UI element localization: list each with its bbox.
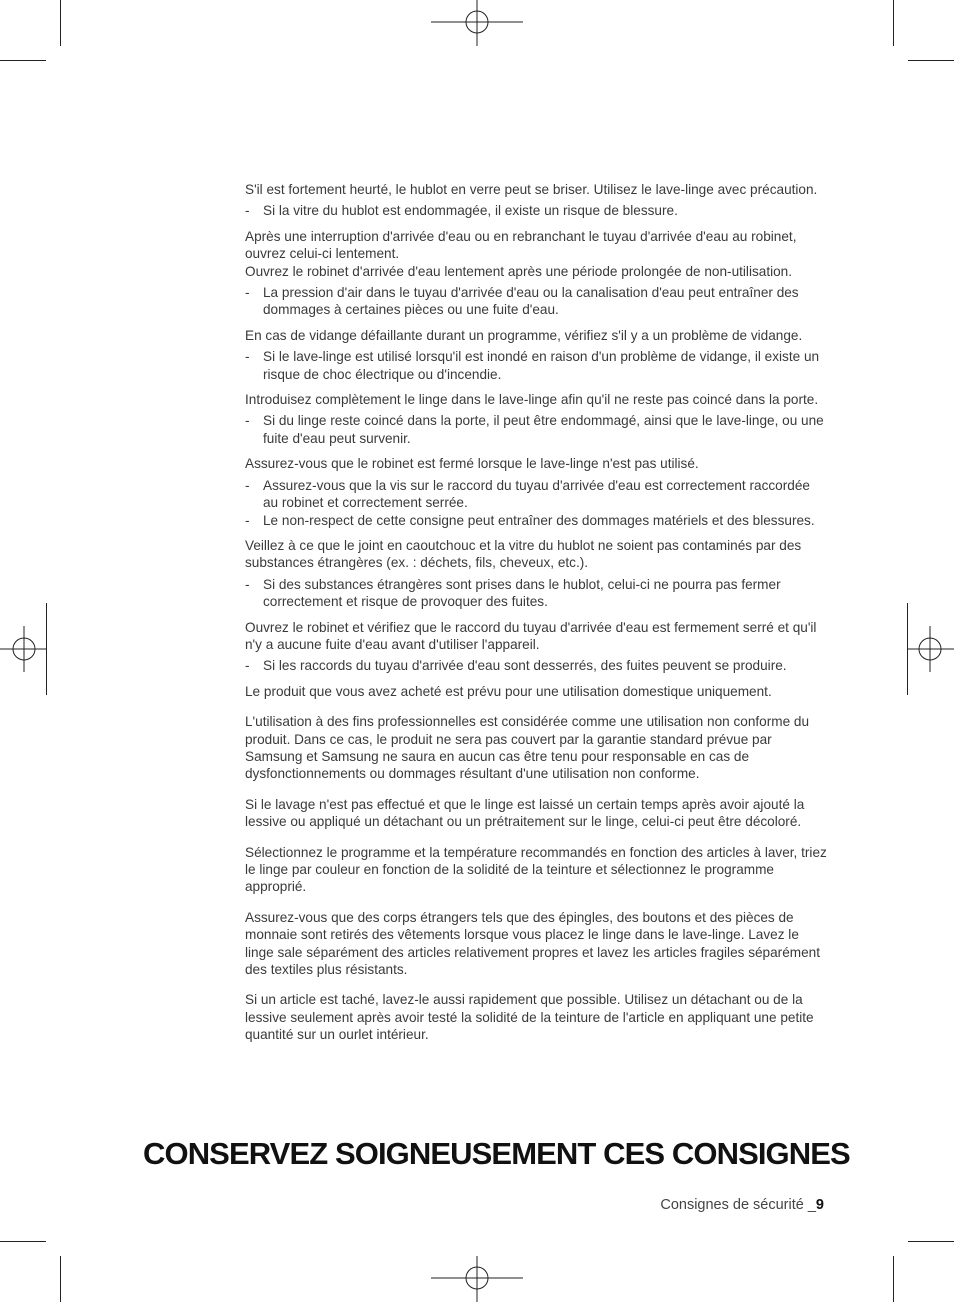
bullet-list: [245, 348, 827, 383]
instruction-text: En cas de vidange défaillante durant un programme, vérifiez s'il y a un problème de vidange.: [245, 327, 803, 343]
paragraph: Sélectionnez le programme et la température recommandés en fonction des articles à laver, triez le linge par couleur en fonction de la solidité de la teinture et sélectionnez le programme approprié.: [245, 844, 827, 895]
list-item: - Si le lave-linge est utilisé lorsqu'il est inondé en raison d'un problème de vidange, il existe un risque de choc électrique ou d'incendie.: [245, 349, 820, 382]
instruction-text: Introduisez complètement le linge dans le lave-linge afin qu'il ne reste pas coincé dans la porte.: [245, 392, 819, 408]
instruction-text: Assurez-vous que le robinet est fermé lorsque le lave-linge n'est pas utilisé.: [245, 456, 699, 472]
crop-mark: [908, 60, 954, 61]
crop-mark: [893, 1256, 894, 1302]
instruction-block: [245, 327, 827, 383]
instruction-text: S'il est fortement heurté, le hublot en verre peut se briser. Utilisez le lave-linge avec précaution.: [245, 182, 818, 197]
registration-mark-left: [0, 626, 46, 672]
list-item: - La pression d'air dans le tuyau d'arrivée d'eau ou la canalisation d'eau peut entraîner des dommages à certaines pièces ou une fuite d'eau.: [245, 285, 799, 318]
crop-mark: [893, 0, 894, 46]
bullet-list: [245, 412, 827, 447]
paragraph: L'utilisation à des fins professionnelles est considérée comme une utilisation non conforme du produit. Dans ce cas, le produit ne sera pas couvert par la garantie standard prévue par Samsung et Samsung ne saura en aucun cas être tenu pour responsable en cas de dysfonctionnements ou dommages résultant d'une utilisation non conforme.: [245, 714, 810, 782]
crop-mark: [0, 1241, 46, 1242]
crop-mark: [60, 0, 61, 46]
bullet-list: [245, 576, 827, 611]
section-name: Consignes de sécurité _: [660, 1197, 816, 1213]
paragraph: Si le lavage n'est pas effectué et que le linge est laissé un certain temps après avoir ajouté la lessive ou appliqué un détachant ou un prétraitement sur le linge, celui-ci peut être décoloré.: [245, 796, 805, 830]
instruction-block: [245, 537, 827, 611]
registration-mark-bottom: [431, 1256, 523, 1302]
instruction-text: Veillez à ce que le joint en caoutchouc et la vitre du hublot ne soient pas contaminés par des substances étrangères (ex. : déchets, fils, cheveux, etc.).: [245, 537, 802, 571]
instruction-block: [245, 391, 827, 447]
instruction-block: [245, 228, 827, 319]
list-item: - Le non-respect de cette consigne peut entraîner des dommages matériels et des blessures.: [245, 512, 815, 528]
instruction-text: Après une interruption d'arrivée d'eau ou en rebranchant le tuyau d'arrivée d'eau au robinet, ouvrez celui-ci lentement.: [245, 228, 797, 262]
paragraph: Le produit que vous avez acheté est prévu pour une utilisation domestique uniquement.: [245, 683, 772, 699]
list-item: - Si les raccords du tuyau d'arrivée d'eau sont desserrés, des fuites peuvent se produire.: [245, 658, 787, 674]
registration-mark-right: [908, 626, 954, 672]
bullet-list: [245, 657, 827, 674]
list-item: - Si du linge reste coincé dans la porte, il peut être endommagé, ainsi que le lave-linge, ou une fuite d'eau peut survenir.: [245, 413, 824, 446]
instruction-block: [245, 455, 827, 529]
instruction-text: Ouvrez le robinet d'arrivée d'eau lentement après une période prolongée de non-utilisation.: [245, 263, 793, 279]
crop-mark: [60, 1256, 61, 1302]
bullet-list: [245, 202, 827, 219]
crop-mark: [908, 1241, 954, 1242]
list-item: - Assurez-vous que la vis sur le raccord du tuyau d'arrivée d'eau est correctement raccordée au robinet et correctement serrée.: [245, 477, 810, 511]
paragraph: Si un article est taché, lavez-le aussi rapidement que possible. Utilisez un détachant ou de la lessive seulement après avoir testé la solidité de la teinture de l'article en appliquant une petite quantité sur un ourlet intérieur.: [245, 992, 814, 1043]
save-instructions-banner: CONSERVEZ SOIGNEUSEMENT CES CONSIGNES: [143, 1136, 850, 1171]
safety-instructions: [245, 181, 827, 1044]
page-footer: [660, 1197, 824, 1213]
crop-mark: [0, 60, 46, 61]
page-number: 9: [815, 1197, 824, 1213]
list-item: - Si des substances étrangères sont prises dans le hublot, celui-ci ne pourra pas fermer correctement et risque de provoquer des fuites.: [245, 576, 781, 610]
instruction-text: Ouvrez le robinet et vérifiez que le raccord du tuyau d'arrivée d'eau est fermement serré et qu'il n'y a aucune fuite d'eau avant d'utiliser l'appareil.: [245, 619, 817, 652]
instruction-block: [245, 619, 827, 675]
instruction-block: [245, 181, 827, 220]
paragraph: Assurez-vous que des corps étrangers tels que des épingles, des boutons et des pièces de monnaie sont retirés des vêtements lorsque vous placez le linge dans le lave-linge. Lavez le linge sale séparément des articles relativement propres et lavez les articles fragiles séparément des textiles plus résistants.: [245, 909, 820, 978]
list-item: - Si la vitre du hublot est endommagée, il existe un risque de blessure.: [245, 203, 678, 219]
bullet-list: [245, 284, 827, 319]
crop-mark: [46, 603, 47, 695]
registration-mark-top: [431, 0, 523, 46]
bullet-list: [245, 477, 827, 529]
